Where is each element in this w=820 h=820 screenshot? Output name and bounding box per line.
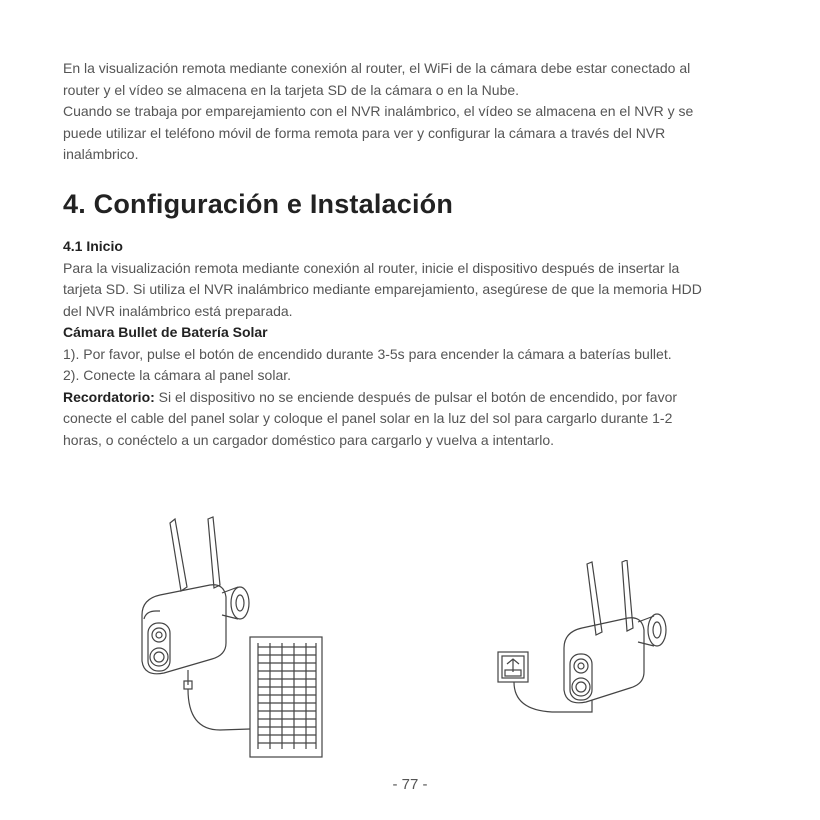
- reminder-text: Si el dispositivo no se enciende después de pulsar el botón de encendido, por favor: [154, 388, 678, 405]
- solar-panel-icon: [250, 637, 322, 757]
- section-body: [63, 236, 763, 451]
- antenna-icon: [170, 517, 220, 591]
- antenna-icon: [587, 560, 633, 635]
- intro-paragraph: [63, 58, 763, 166]
- intro-line: puede utilizar el teléfono móvil de forma remota para ver y configurar la cámara a través del NVR: [63, 124, 666, 141]
- step-line: 1). Por favor, pulse el botón de encendido durante 3-5s para encender la cámara a baterías bullet.: [63, 345, 672, 362]
- page-number: - 77 -: [392, 776, 428, 793]
- intro-line: inalámbrico.: [63, 146, 139, 162]
- reminder-line: [63, 387, 763, 409]
- section-title: 4. Configuración e Instalación: [63, 189, 454, 219]
- reminder-label: Recordatorio:: [63, 388, 155, 405]
- camera-charger-illustration: [492, 560, 692, 740]
- camera-solar-panel-illustration: [130, 515, 330, 765]
- intro-line: router y el vídeo se almacena en la tarjeta SD de la cámara o en la Nube.: [63, 81, 520, 98]
- wall-socket-icon: [498, 652, 528, 682]
- reminder-line: horas, o conéctelo a un cargador doméstico para cargarlo y vuelva a intentarlo.: [63, 431, 555, 448]
- wall-mount-icon: [638, 614, 666, 646]
- start-line: Para la visualización remota mediante conexión al router, inicie el dispositivo después de insertar la: [63, 259, 680, 276]
- charging-cable: [514, 682, 592, 712]
- intro-line: Cuando se trabaja por emparejamiento con el NVR inalámbrico, el vídeo se almacena en el NVR y se: [63, 103, 694, 119]
- step-line: 2). Conecte la cámara al panel solar.: [63, 367, 292, 383]
- reminder-line: conecte el cable del panel solar y coloque el panel solar en la luz del sol para cargarlo durante 1-2: [63, 410, 673, 426]
- start-line: del NVR inalámbrico está preparada.: [63, 302, 293, 319]
- bullet-camera-icon: [142, 585, 226, 689]
- subsection-title: 4.1 Inicio: [63, 238, 123, 254]
- power-cable: [188, 689, 250, 730]
- start-line: tarjeta SD. Si utiliza el NVR inalámbrico mediante emparejamiento, asegúrese de que la memoria HDD: [63, 281, 702, 297]
- intro-line: En la visualización remota mediante conexión al router, el WiFi de la cámara debe estar conectado al: [63, 60, 691, 76]
- bullet-camera-icon: [564, 618, 644, 703]
- camera-title: Cámara Bullet de Batería Solar: [63, 324, 268, 340]
